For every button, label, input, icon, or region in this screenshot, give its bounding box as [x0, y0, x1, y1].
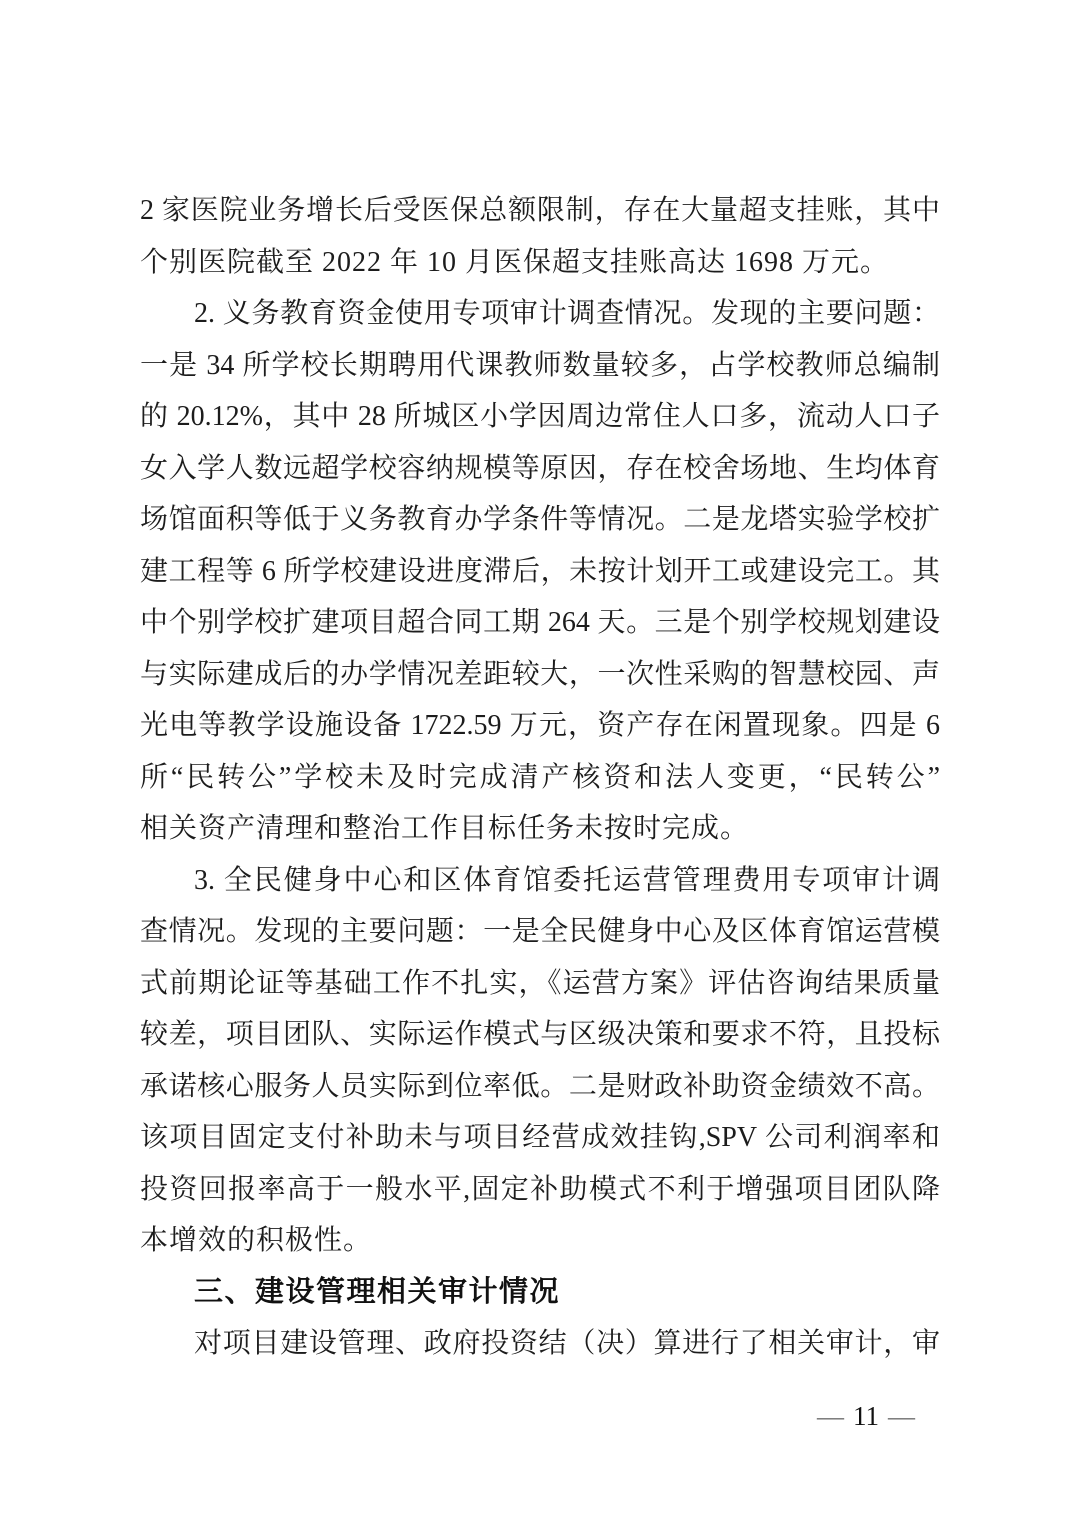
body-line: 对项目建设管理、政府投资结（决）算进行了相关审计，审	[194, 1328, 940, 1359]
section-heading: 三、建设管理相关审计情况	[194, 1275, 561, 1308]
body-line: 场馆面积等低于义务教育办学条件等情况。二是龙塔实验学校扩	[140, 504, 940, 535]
body-line: 3. 全民健身中心和区体育馆委托运营管理费用专项审计调	[194, 864, 940, 896]
page-number-dash-left: —	[817, 1401, 844, 1431]
body-line: 所“民转公”学校未及时完成清产核资和法人变更，“民转公”	[140, 761, 940, 793]
body-line: 中个别学校扩建项目超合同工期 264 天。三是个别学校规划建设	[140, 607, 940, 638]
body-line: 光电等教学设施设备 1722.59 万元，资产存在闲置现象。四是 6	[140, 710, 940, 741]
body-line: 女入学人数远超学校容纳规模等原因，存在校舍场地、生均体育	[140, 452, 940, 484]
body-line: 2. 义务教育资金使用专项审计调查情况。发现的主要问题：	[194, 298, 940, 329]
body-line: 式前期论证等基础工作不扎实，《运营方案》评估咨询结果质量	[140, 967, 940, 999]
body-line: 2 家医院业务增长后受医保总额限制，存在大量超支挂账，其中	[140, 195, 940, 226]
document-text-block	[140, 185, 940, 1370]
body-line: 较差，项目团队、实际运作模式与区级决策和要求不符，且投标	[140, 1019, 940, 1050]
body-line: 该项目固定支付补助未与项目经营成效挂钩,SPV 公司利润率和	[140, 1122, 940, 1153]
body-line: 查情况。发现的主要问题：一是全民健身中心及区体育馆运营模	[140, 916, 940, 947]
body-line: 投资回报率高于一般水平,固定补助模式不利于增强项目团队降	[140, 1173, 940, 1205]
body-line: 与实际建成后的办学情况差距较大，一次性采购的智慧校园、声	[140, 658, 940, 690]
body-line: 一是 34 所学校长期聘用代课教师数量较多，占学校教师总编制	[140, 349, 940, 381]
page-number-dash-right: —	[888, 1401, 915, 1431]
body-line: 相关资产清理和整治工作目标任务未按时完成。	[140, 813, 750, 844]
body-line: 本增效的积极性。	[140, 1225, 373, 1256]
body-line: 建工程等 6 所学校建设进度滞后，未按计划开工或建设完工。其	[140, 555, 940, 587]
page-number-value: 11	[853, 1401, 879, 1431]
body-line: 个别医院截至 2022 年 10 月医保超支挂账高达 1698 万元。	[140, 246, 890, 278]
body-line: 承诺核心服务人员实际到位率低。二是财政补助资金绩效不高。	[140, 1070, 940, 1102]
body-line: 的 20.12%，其中 28 所城区小学因周边常住人口多，流动人口子	[140, 401, 940, 432]
page-number	[806, 1396, 926, 1436]
